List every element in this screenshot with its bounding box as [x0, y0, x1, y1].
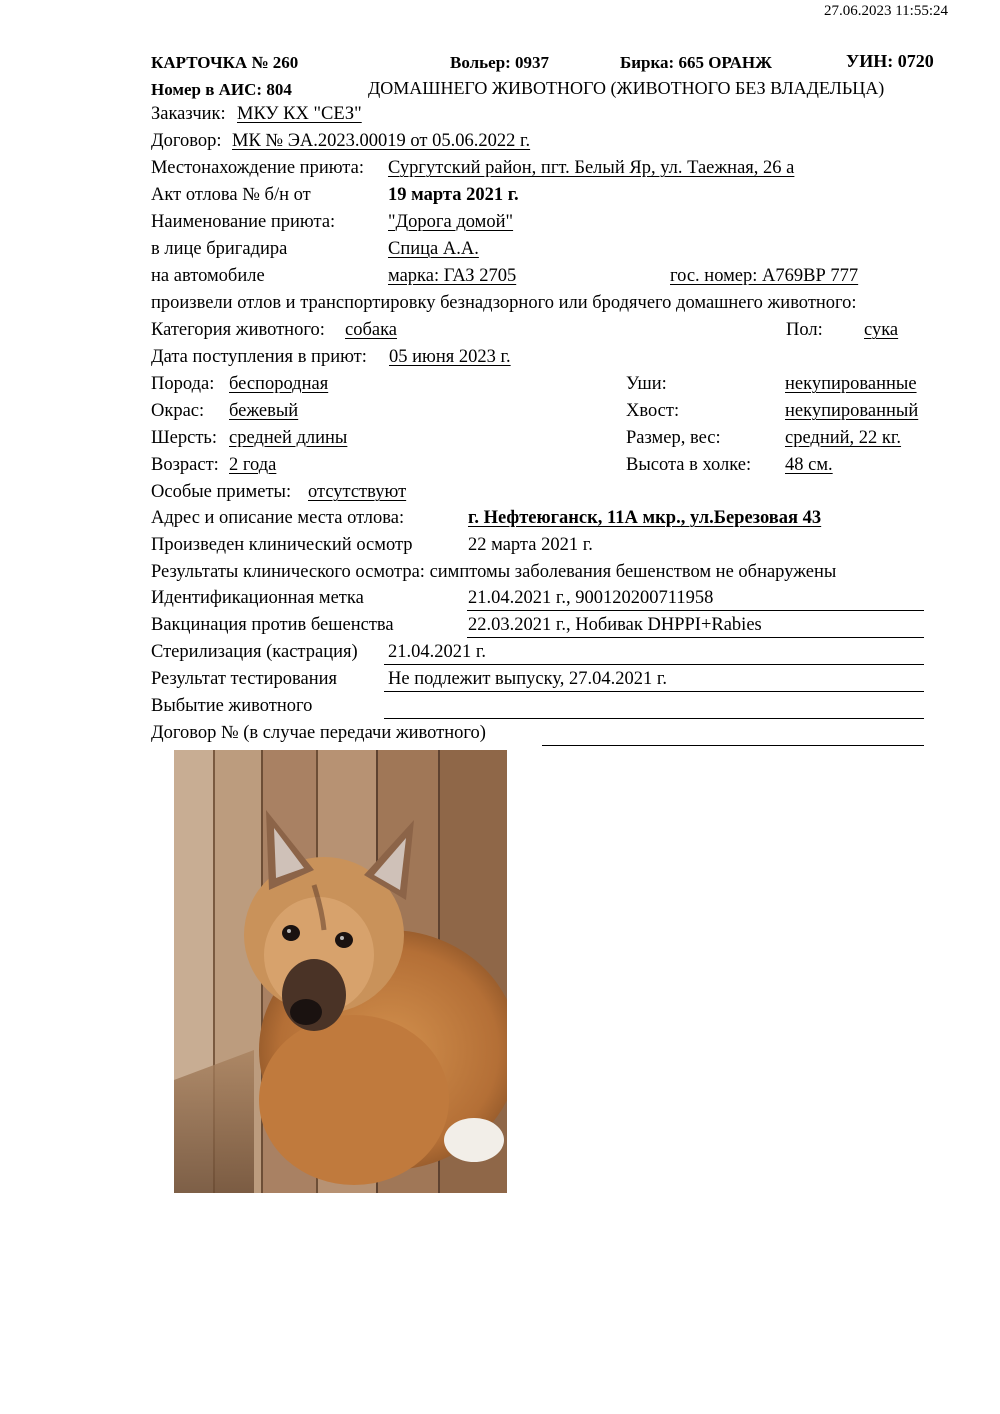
capture-statement: произвели отлов и транспортировку безнадзорного или бродячего домашнего животного:	[151, 293, 857, 313]
shelter-name-label: Наименование приюта:	[151, 212, 336, 232]
contract-label: Договор:	[151, 131, 222, 151]
uin-number: УИН: 0720	[846, 51, 934, 71]
card-number: КАРТОЧКА № 260	[151, 53, 299, 72]
dog-photo	[174, 750, 507, 1193]
capture-act-date: 19 марта 2021 г.	[388, 185, 519, 205]
coat-label: Шерсть:	[151, 428, 217, 448]
customer-value: МКУ КХ "СЕЗ"	[237, 104, 362, 124]
shelter-location-label: Местонахождение приюта:	[151, 158, 364, 178]
sterilization-underline	[384, 664, 924, 665]
age-value: 2 года	[229, 455, 277, 475]
capture-address-value: г. Нефтеюганск, 11А мкр., ул.Березовая 43	[468, 508, 822, 528]
ais-number: Номер в АИС: 804	[151, 80, 292, 99]
contract-value: МК № ЭА.2023.00019 от 05.06.2022 г.	[232, 131, 531, 151]
rabies-vaccination-label: Вакцинация против бешенства	[151, 615, 394, 635]
transfer-contract-underline	[542, 745, 924, 746]
tail-label: Хвост:	[626, 401, 680, 421]
special-marks-label: Особые приметы:	[151, 482, 292, 502]
arrival-date-label: Дата поступления в приют:	[151, 347, 367, 367]
breed-value: беспородная	[229, 374, 329, 394]
category-value: собака	[345, 320, 398, 340]
size-weight-label: Размер, вес:	[626, 428, 721, 448]
tag-number: Бирка: 665 ОРАНЖ	[620, 53, 772, 72]
departure-underline	[384, 718, 924, 719]
foreman-value: Спица А.А.	[388, 239, 479, 259]
test-result-value: Не подлежит выпуску, 27.04.2021 г.	[388, 669, 667, 689]
id-tag-underline	[467, 610, 924, 611]
print-timestamp: 27.06.2023 11:55:24	[823, 3, 948, 19]
shelter-name-value: "Дорога домой"	[388, 212, 514, 232]
category-label: Категория животного:	[151, 320, 325, 340]
height-value: 48 см.	[785, 455, 833, 475]
rabies-vaccination-underline	[467, 637, 924, 638]
dog-photo-icon	[174, 750, 507, 1193]
exam-results: Результаты клинического осмотра: симптомы заболевания бешенством не обнаружены	[151, 562, 837, 582]
shelter-location-value: Сургутский район, пгт. Белый Яр, ул. Таежная, 26 а	[388, 158, 795, 178]
ears-label: Уши:	[626, 374, 667, 394]
enclosure-number: Вольер: 0937	[450, 53, 550, 72]
vehicle-label: на автомобиле	[151, 266, 265, 286]
transfer-contract-label: Договор № (в случае передачи животного)	[151, 723, 486, 743]
id-tag-value: 21.04.2021 г., 900120200711958	[468, 588, 714, 608]
test-result-label: Результат тестирования	[151, 669, 338, 689]
clinical-exam-date: 22 марта 2021 г.	[468, 535, 593, 555]
color-value: бежевый	[229, 401, 299, 421]
arrival-date-value: 05 июня 2023 г.	[389, 347, 511, 367]
special-marks-value: отсутствуют	[308, 482, 407, 502]
age-label: Возраст:	[151, 455, 219, 475]
foreman-label: в лице бригадира	[151, 239, 288, 259]
sex-label: Пол:	[786, 320, 823, 340]
rabies-vaccination-value: 22.03.2021 г., Нобивак DHPPI+Rabies	[468, 615, 762, 635]
ears-value: некупированные	[785, 374, 917, 394]
sterilization-value: 21.04.2021 г.	[388, 642, 487, 662]
breed-label: Порода:	[151, 374, 215, 394]
sterilization-label: Стерилизация (кастрация)	[151, 642, 358, 662]
test-result-underline	[384, 691, 924, 692]
clinical-exam-label: Произведен клинический осмотр	[151, 535, 413, 555]
id-tag-label: Идентификационная метка	[151, 588, 364, 608]
departure-label: Выбытие животного	[151, 696, 313, 716]
capture-address-label: Адрес и описание места отлова:	[151, 508, 405, 528]
height-label: Высота в холке:	[626, 455, 752, 475]
sex-value: сука	[864, 320, 899, 340]
vehicle-plate: гос. номер: А769ВР 777	[670, 266, 859, 286]
document-title: ДОМАШНЕГО ЖИВОТНОГО (ЖИВОТНОГО БЕЗ ВЛАДЕЛЬЦА)	[368, 78, 885, 98]
tail-value: некупированный	[785, 401, 919, 421]
coat-value: средней длины	[229, 428, 348, 448]
color-label: Окрас:	[151, 401, 205, 421]
capture-act-label: Акт отлова № б/н от	[151, 185, 311, 205]
customer-label: Заказчик:	[151, 104, 226, 124]
size-weight-value: средний, 22 кг.	[785, 428, 902, 448]
vehicle-brand: марка: ГАЗ 2705	[388, 266, 517, 286]
